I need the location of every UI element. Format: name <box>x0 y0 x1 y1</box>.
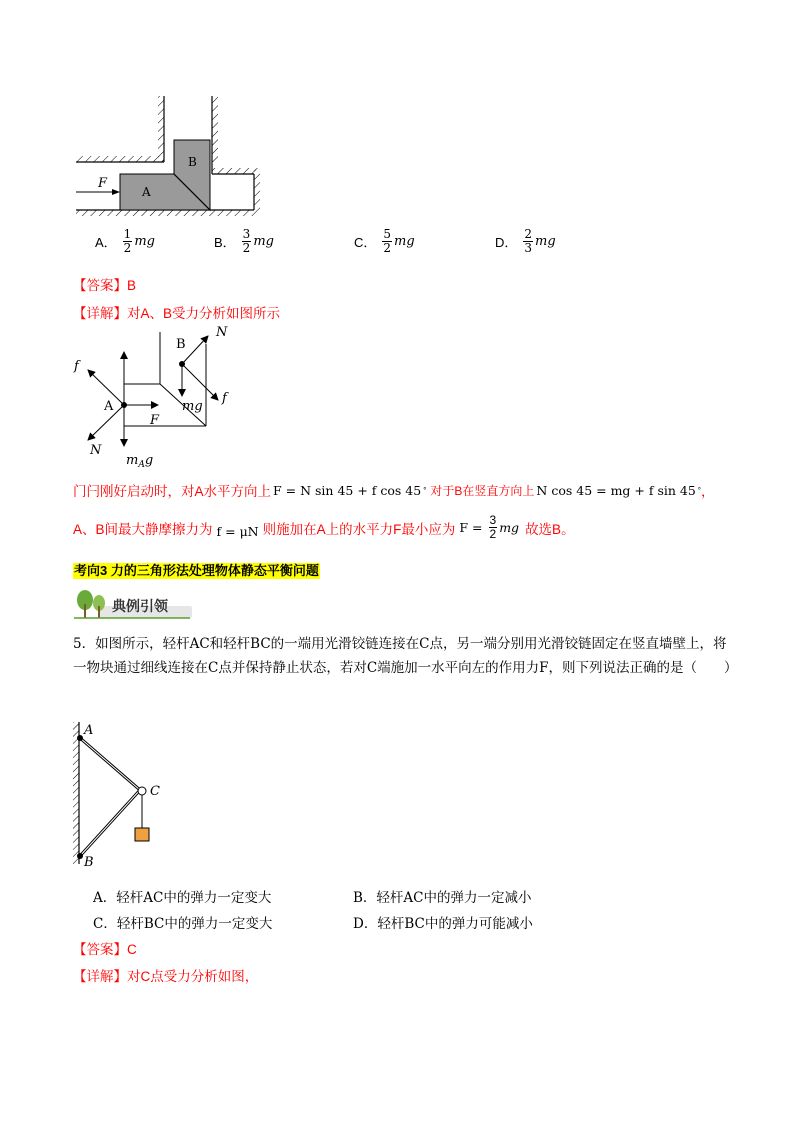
q4-label-a: A <box>142 185 151 199</box>
q5-label-b: B <box>84 855 94 868</box>
q5-choice-c[interactable]: C．轻杆BC中的弹力一定变大 <box>93 916 273 932</box>
q5-detail: 【详解】对C点受力分析如图， <box>73 969 259 984</box>
force-label-a: A <box>104 399 114 414</box>
force-label-n-top: N <box>216 325 228 340</box>
q5-label-c: C <box>150 784 160 799</box>
q4-option-c[interactable]: C． $\frac{5}{2}$ mg <box>354 227 415 255</box>
section-heading: 考向3 力的三角形法处理物体静态平衡问题 <box>74 563 319 578</box>
force-label-mag: $m_Ag$ <box>126 453 154 470</box>
force-label-mg: mg <box>182 399 203 414</box>
force-label-f-left: f <box>74 359 79 374</box>
force-label-f-right: f <box>222 391 227 406</box>
example-banner: 典例引领 <box>72 590 192 620</box>
q4-option-a[interactable]: A． $\frac{1}{2}$ mg <box>95 227 155 255</box>
q5-stem: 5．如图所示，轻杆AC和轻杆BC的一端用光滑铰链连接在C点，另一端分别用光滑铰链固定在竖直墙壁上，将一物块通过细线连接在C点并保持静止状态，若对C端施加一水平向左的作用力F，则下列说法正确的是（ ） <box>73 636 738 676</box>
force-label-b: B <box>176 337 186 352</box>
force-label-big-f: F <box>150 413 160 428</box>
q4-option-b[interactable]: B． $\frac{3}{2}$ mg <box>214 227 274 255</box>
force-label-n-bottom: N <box>90 443 102 458</box>
q4-detail: 【详解】对A、B受力分析如图所示 <box>73 306 281 321</box>
q4-explain-line2: A、B间最大静摩擦力为 f = μN 则施加在A上的水平力F最小应为 F = $\frac{3}{2}$ mg 故选B。 <box>73 513 575 541</box>
q5-choice-a[interactable]: A．轻杆AC中的弹力一定变大 <box>93 890 272 906</box>
q5-choice-b[interactable]: B．轻杆AC中的弹力一定减小 <box>353 890 532 906</box>
q5-label-a: A <box>84 723 94 738</box>
q5-answer: 【答案】C <box>73 942 137 957</box>
q4-explain-line1: 门闩刚好启动时，对A水平方向上 F = N sin 45 + f cos 45 ° 对于B在竖直方向上 N cos 45 = mg + f sin 45 ° ， <box>73 482 715 499</box>
q4-label-b: B <box>188 155 197 169</box>
q4-label-f: F <box>98 176 108 191</box>
q5-figure <box>70 718 180 868</box>
q4-block-figure <box>70 92 270 216</box>
q4-force-diagram <box>70 322 240 470</box>
q5-choice-d[interactable]: D．轻杆BC中的弹力可能减小 <box>353 916 533 932</box>
q4-option-d[interactable]: D． $\frac{2}{3}$ mg <box>495 227 556 255</box>
q4-answer: 【答案】B <box>73 278 137 293</box>
